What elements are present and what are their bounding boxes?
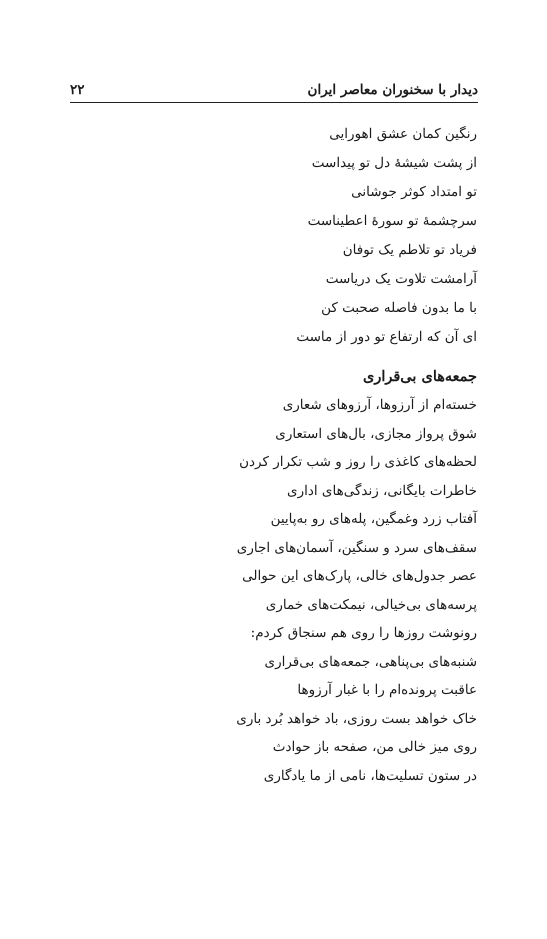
poem-line: تو امتداد کوثر جوشانی (351, 184, 477, 200)
poem-line: سقف‌های سرد و سنگین، آسمان‌های اجاری (236, 539, 477, 556)
poem-line: با ما بدون فاصله صحبت کن (321, 300, 477, 316)
poem-line: آفتاب زرد وغمگین، پله‌های رو به‌پایین (270, 511, 477, 527)
poem-line: عاقبت پرونده‌ام را با غبار آرزوها (297, 682, 477, 698)
poem-line: پرسه‌های بی‌خیالی، نیمکت‌های خماری (265, 596, 477, 613)
poem-line: آرامشت تلاوت یک دریاست (325, 271, 477, 287)
poem-line: لحظه‌های کاغذی را روز و شب تکرار کردن (239, 454, 477, 470)
book-title: دیدار با سخنوران معاصر ایران (307, 82, 478, 98)
poem-line: ای آن که ارتفاع تو دور از ماست (296, 329, 477, 345)
poem-line: فریاد تو تلاطم یک توفان (342, 242, 477, 258)
poem-line: روی میز خالی من، صفحه باز حوادث (272, 739, 477, 755)
poem-line: رونوشت روزها را روی هم سنجاق کردم: (250, 625, 477, 641)
page-number: ۲۲ (70, 82, 85, 98)
poem-line: خاطرات بایگانی، زندگی‌های اداری (287, 482, 477, 499)
poem-line: سرچشمهٔ تو سورهٔ اعطیناست (307, 213, 477, 229)
poem-line: عصر جدول‌های خالی، پارک‌های این حوالی (242, 568, 477, 584)
running-head (70, 80, 478, 103)
poem-two (177, 391, 477, 790)
poem-line: خسته‌ام از آرزوها، آرزوهای شعاری (282, 397, 477, 413)
poem-line: شوق پرواز مجازی، بال‌های استعاری (275, 425, 477, 442)
poem-line: رنگین کمان عشق اهورایی (329, 126, 477, 142)
poem-line: در ستون تسلیت‌ها، نامی از ما یادگاری (263, 767, 477, 784)
poem-title: جمعه‌های بی‌قراری (362, 368, 477, 385)
poem-line: خاک خواهد بست روزی، باد خواهد بُرد باری (236, 710, 477, 727)
poem-line: شنبه‌های بی‌پناهی، جمعه‌های بی‌قراری (264, 653, 477, 670)
poem-line: از پشت شیشهٔ دل تو پیداست (311, 155, 477, 171)
poem-one (177, 120, 477, 352)
